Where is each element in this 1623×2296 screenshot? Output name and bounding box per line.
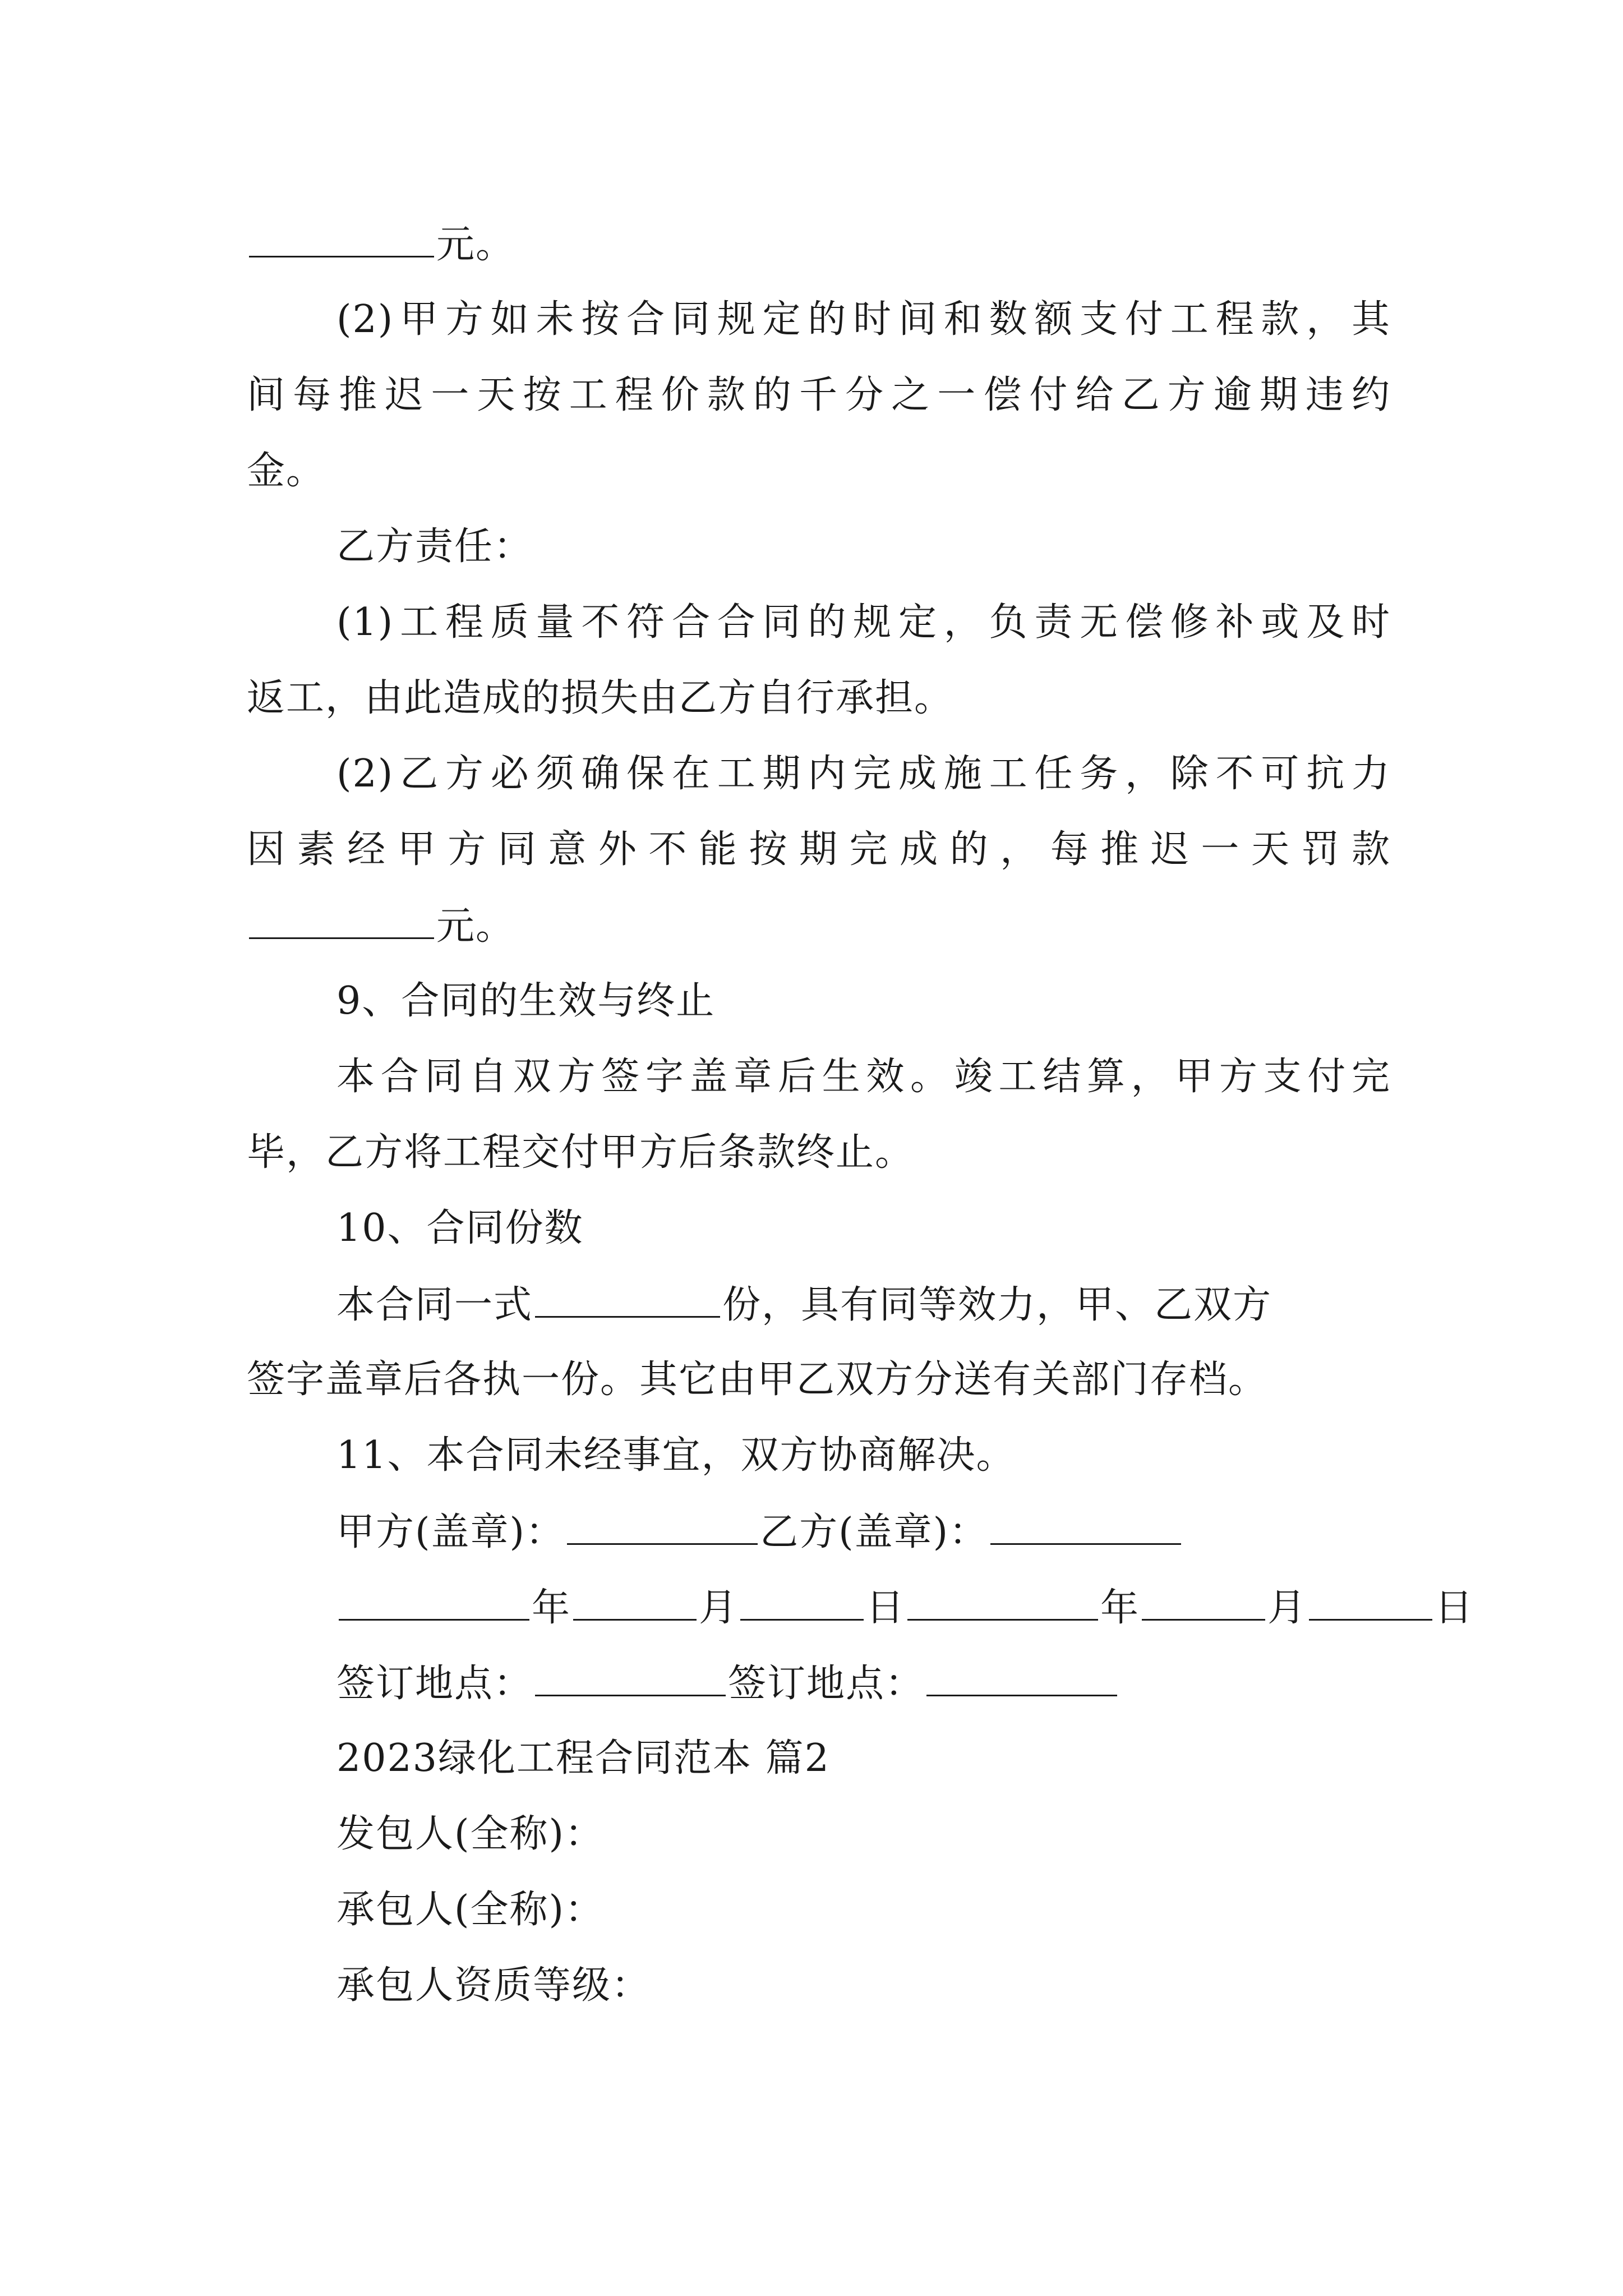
fill-blank: [1142, 1582, 1265, 1621]
text-line-2: (2)甲方如未按合同规定的时间和数额支付工程款，其: [336, 297, 1391, 342]
text-line-3: 间每推迟一天按工程价款的千分之一偿付给乙方逾期违约: [247, 373, 1391, 417]
text-fragment: 份，具有同等效力，甲、乙双方: [722, 1283, 1272, 1327]
text-line-9: 因素经甲方同意外不能按期完成的，每推迟一天罚款: [247, 827, 1391, 872]
section-heading-party-b-duty: 乙方责任：: [336, 524, 533, 569]
fill-blank: [249, 900, 434, 939]
text-line-12: 本合同自双方签字盖章后生效。竣工结算，甲方支付完: [336, 1055, 1391, 1099]
section-heading-11: 11、本合同未经事宜，双方协商解决。: [336, 1433, 1016, 1478]
contractor-qualification-label: 承包人资质等级：: [336, 1963, 651, 2008]
year-label: 年: [1100, 1586, 1140, 1630]
text-line-8: (2)乙方必须确保在工期内完成施工任务，除不可抗力: [336, 752, 1391, 796]
signature-line: [336, 1506, 1183, 1557]
day-label: 日: [866, 1586, 906, 1630]
text-fragment: 元。: [436, 904, 515, 949]
fill-blank: [535, 1279, 720, 1318]
fill-blank: [990, 1506, 1181, 1545]
text-fragment: 元。: [436, 223, 515, 267]
section-heading-10: 10、合同份数: [336, 1206, 584, 1250]
fill-blank: [535, 1658, 726, 1696]
fill-blank: [1309, 1582, 1432, 1621]
fill-blank: [249, 219, 434, 257]
text-line-16: 签字盖章后各执一份。其它由甲乙双方分送有关部门存档。: [247, 1358, 1268, 1402]
fill-blank: [339, 1582, 529, 1621]
section-title-part-2: 2023绿化工程合同范本 篇2: [336, 1736, 830, 1780]
text-line-1: [247, 219, 515, 269]
date-line: [336, 1582, 1474, 1632]
fill-blank: [567, 1506, 758, 1545]
day-label: 日: [1435, 1586, 1474, 1630]
signing-place-label: 签订地点：: [728, 1662, 925, 1706]
section-heading-9: 9、合同的生效与终止: [336, 979, 716, 1023]
text-line-6: (1)工程质量不符合合同的规定，负责无偿修补或及时: [336, 600, 1391, 645]
fill-blank: [926, 1658, 1117, 1696]
fill-blank: [573, 1582, 697, 1621]
month-label: 月: [699, 1586, 739, 1630]
signing-place-label: 签订地点：: [336, 1662, 533, 1706]
fill-blank: [907, 1582, 1098, 1621]
fill-blank: [740, 1582, 864, 1621]
contractor-label: 承包人(全称)：: [336, 1888, 605, 1932]
month-label: 月: [1267, 1586, 1307, 1630]
party-b-seal-label: 乙方(盖章)：: [760, 1510, 989, 1554]
text-line-15: [336, 1279, 1272, 1329]
employer-label: 发包人(全称)：: [336, 1812, 605, 1856]
text-line-13: 毕，乙方将工程交付甲方后条款终止。: [247, 1130, 915, 1175]
text-line-10: [247, 900, 515, 951]
text-line-4: 金。: [247, 449, 326, 493]
signing-place-line: [336, 1658, 1119, 1708]
text-line-7: 返工，由此造成的损失由乙方自行承担。: [247, 676, 954, 720]
party-a-seal-label: 甲方(盖章)：: [336, 1510, 565, 1554]
text-fragment: 本合同一式: [336, 1283, 533, 1327]
year-label: 年: [532, 1586, 571, 1630]
